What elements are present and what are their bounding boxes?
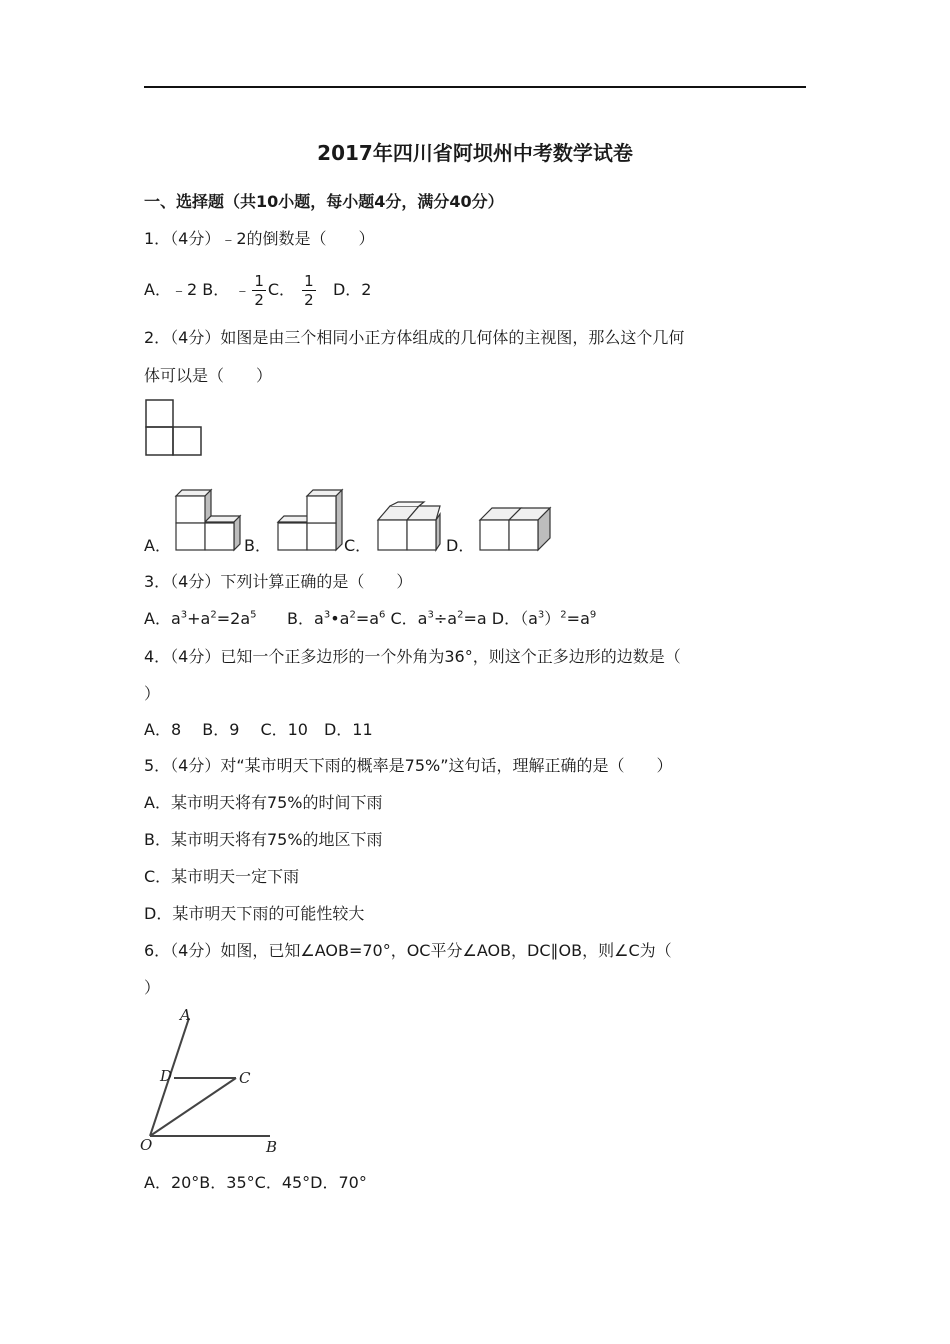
label-a: A — [180, 1006, 191, 1024]
q2-option-a-figure — [174, 486, 242, 552]
q2-option-b-figure — [276, 486, 344, 552]
text: =a — [355, 609, 380, 628]
q2-option-d-figure — [478, 504, 554, 554]
segment-oc — [150, 1078, 236, 1136]
text: ） — [544, 609, 561, 628]
exp: 3 — [427, 609, 434, 621]
fraction-numerator: 1 — [304, 272, 314, 290]
text: B．a — [287, 609, 324, 628]
q1-option-c-label: C． — [267, 280, 296, 299]
question-3-options — [144, 609, 596, 629]
label-o: O — [140, 1136, 153, 1154]
exp: 9 — [589, 609, 597, 621]
q2-option-a-label: A． — [144, 536, 171, 555]
label-c: C — [239, 1069, 251, 1087]
q6-angle-figure — [140, 1006, 290, 1156]
q1-option-b-label: B． — [202, 280, 230, 299]
exp: 3 — [180, 609, 188, 621]
text: =2a — [216, 609, 251, 628]
question-1-stem: 1．（4分）﹣2的倒数是（ ） — [144, 229, 375, 248]
text: •a — [330, 609, 350, 628]
exp: 6 — [379, 609, 386, 621]
q5-option-c: C．某市明天一定下雨 — [144, 867, 300, 886]
question-6-line-2: ） — [144, 978, 161, 997]
q1-fraction-c — [302, 272, 316, 309]
fraction-denominator: 2 — [304, 291, 314, 309]
text: ÷a — [433, 609, 458, 628]
q1-fraction-b — [252, 272, 266, 309]
exp: 2 — [349, 609, 356, 621]
exp: 3 — [537, 609, 545, 621]
q5-option-d: D．某市明天下雨的可能性较大 — [144, 904, 365, 923]
text: =a — [463, 609, 487, 628]
header-rule — [144, 86, 806, 88]
text: D．（a — [491, 609, 538, 628]
question-5-stem: 5．（4分）对“某市明天下雨的概率是75%”这句话，理解正确的是（ ） — [144, 756, 673, 775]
exp: 5 — [250, 609, 257, 621]
text: +a — [187, 609, 211, 628]
question-6-line-1: 6．（4分）如图，已知∠AOB=70°，OC平分∠AOB，DC∥OB，则∠C为（ — [144, 941, 672, 960]
question-6-options: A．20°B．35°C．45°D．70° — [144, 1173, 367, 1192]
question-2-line-2: 体可以是（ ） — [144, 366, 273, 385]
fraction-numerator: 1 — [254, 272, 264, 290]
text: C．a — [390, 609, 428, 628]
question-1-options — [144, 270, 371, 310]
q2-option-d-label: D． — [446, 536, 475, 555]
label-d: D — [160, 1067, 173, 1085]
q3-option-b — [287, 609, 385, 628]
question-2-line-1: 2．（4分）如图是由三个相同小正方体组成的几何体的主视图，那么这个几何 — [144, 328, 685, 347]
q1-option-a: A．﹣2 — [144, 280, 198, 299]
q2-option-c-label: C． — [344, 536, 372, 555]
section-heading: 一、选择题（共10小题，每小题4分，满分40分） — [144, 192, 504, 211]
q2-option-b-label: B． — [244, 536, 271, 555]
exp: 3 — [323, 609, 331, 621]
exp: 2 — [560, 609, 567, 621]
q3-option-c — [391, 609, 487, 628]
q3-option-a — [144, 609, 257, 628]
q2-front-view-figure — [146, 400, 202, 456]
text: A．a — [144, 609, 181, 628]
q5-option-b: B．某市明天将有75%的地区下雨 — [144, 830, 383, 849]
exp: 2 — [457, 609, 464, 621]
q1-option-b-sign: ﹣ — [234, 280, 251, 299]
text: =a — [566, 609, 590, 628]
page-title: 2017年四川省阿坝州中考数学试卷 — [317, 141, 633, 165]
question-4-line-1: 4．（4分）已知一个正多边形的一个外角为36°，则这个正多边形的边数是（ — [144, 647, 681, 666]
question-3-stem: 3．（4分）下列计算正确的是（ ） — [144, 572, 413, 591]
q1-option-d: D．2 — [332, 280, 372, 299]
q2-option-c-figure — [376, 500, 444, 554]
label-b: B — [266, 1138, 278, 1156]
q3-option-d — [492, 609, 597, 628]
exp: 2 — [210, 609, 217, 621]
fraction-denominator: 2 — [254, 291, 264, 309]
q5-option-a: A．某市明天将有75%的时间下雨 — [144, 793, 383, 812]
question-4-options: A．8 B．9 C．10 D．11 — [144, 720, 373, 739]
question-4-line-2: ） — [144, 684, 161, 703]
